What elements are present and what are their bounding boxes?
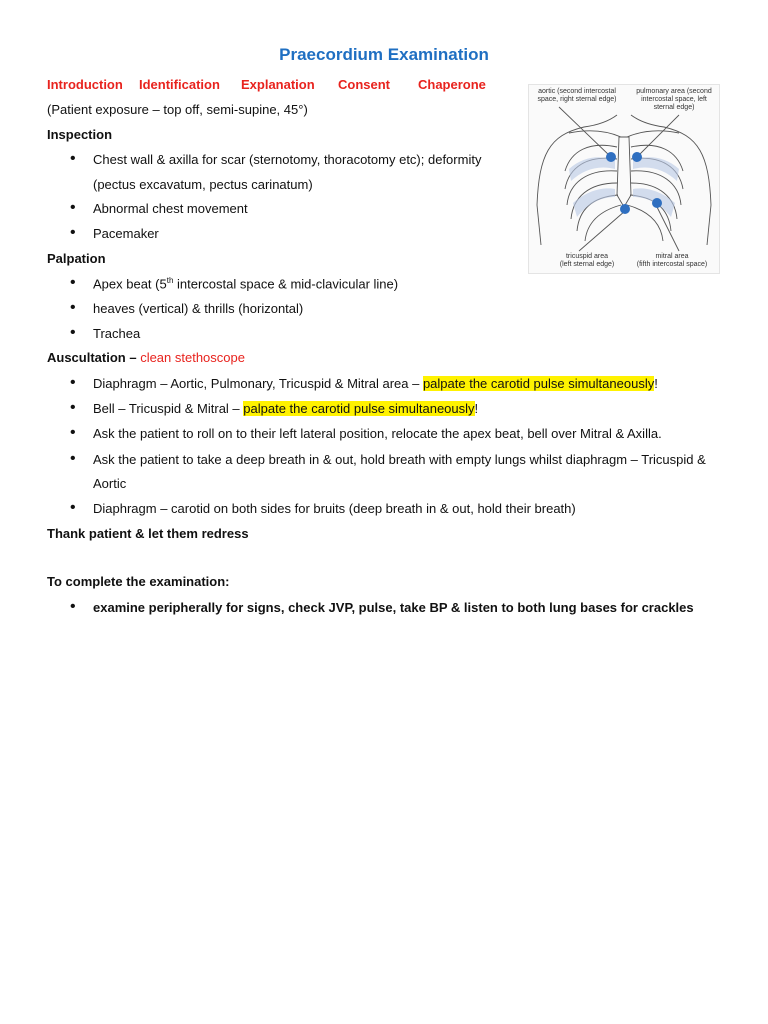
auscultation-item-breath-cont: Aortic	[93, 476, 127, 491]
inspection-item-deformity: (pectus excavatum, pectus carinatum)	[93, 177, 313, 192]
inspection-item-scar: Chest wall & axilla for scar (sternotomy, thoracotomy etc); deformity	[93, 152, 482, 167]
page-title: Praecordium Examination	[279, 45, 489, 64]
palpation-item-apex: Apex beat (5th intercostal space & mid-clavicular line)	[93, 276, 399, 292]
step-introduction: Introduction	[47, 77, 123, 92]
bullet: •	[70, 499, 76, 516]
bullet: •	[70, 324, 76, 341]
step-chaperone: Chaperone	[418, 77, 486, 92]
palpation-item-heaves: heaves (vertical) & thrills (horizontal)	[93, 301, 304, 316]
thank-patient: Thank patient & let them redress	[47, 526, 249, 541]
step-consent: Consent	[338, 77, 390, 92]
mitral-caption: mitral area (fifth intercostal space)	[636, 253, 708, 268]
complete-item: examine peripherally for signs, check JVP, pulse, take BP & listen to both lung bases for crackles	[93, 600, 694, 615]
bullet: •	[70, 450, 76, 467]
chest-ribcage-image	[529, 85, 719, 273]
bullet: •	[70, 598, 76, 615]
auscultation-heading: Auscultation – clean stethoscope	[47, 350, 245, 365]
bullet: •	[70, 399, 76, 416]
exposure-note: (Patient exposure – top off, semi-supine, 45°)	[47, 102, 308, 117]
tricuspid-caption: tricuspid area (left sternal edge)	[559, 253, 615, 268]
bullet: •	[70, 199, 76, 216]
step-explanation: Explanation	[241, 77, 315, 92]
auscultation-item-breath: Ask the patient to take a deep breath in & out, hold breath with empty lungs whilst diaphragm – Tricuspid &	[93, 452, 706, 467]
bullet: •	[70, 150, 76, 167]
auscultation-item-carotid: Diaphragm – carotid on both sides for bruits (deep breath in & out, hold their breath)	[93, 501, 576, 516]
inspection-heading: Inspection	[47, 127, 113, 142]
palpation-heading: Palpation	[47, 251, 106, 266]
complete-heading: To complete the examination:	[47, 574, 230, 589]
aortic-caption: aortic (second intercostal space, right sternal edge)	[537, 88, 617, 103]
step-identification: Identification	[139, 77, 220, 92]
bullet: •	[70, 424, 76, 441]
bullet: •	[70, 374, 76, 391]
bullet: •	[70, 299, 76, 316]
pulmonary-caption: pulmonary area (second intercostal space, left sternal edge)	[636, 88, 712, 111]
bullet: •	[70, 224, 76, 241]
auscultation-areas-figure	[528, 84, 720, 274]
bullet: •	[70, 274, 76, 291]
auscultation-item-roll: Ask the patient to roll on to their left lateral position, relocate the apex beat, bell over Mitral & Axilla.	[93, 426, 662, 441]
auscultation-item-diaphragm: Diaphragm – Aortic, Pulmonary, Tricuspid & Mitral area – palpate the carotid pulse simultaneously!	[93, 376, 658, 391]
inspection-item-movement: Abnormal chest movement	[93, 201, 248, 216]
auscultation-item-bell: Bell – Tricuspid & Mitral – palpate the carotid pulse simultaneously!	[93, 401, 479, 416]
inspection-item-pacemaker: Pacemaker	[93, 226, 159, 241]
palpation-item-trachea: Trachea	[93, 326, 141, 341]
